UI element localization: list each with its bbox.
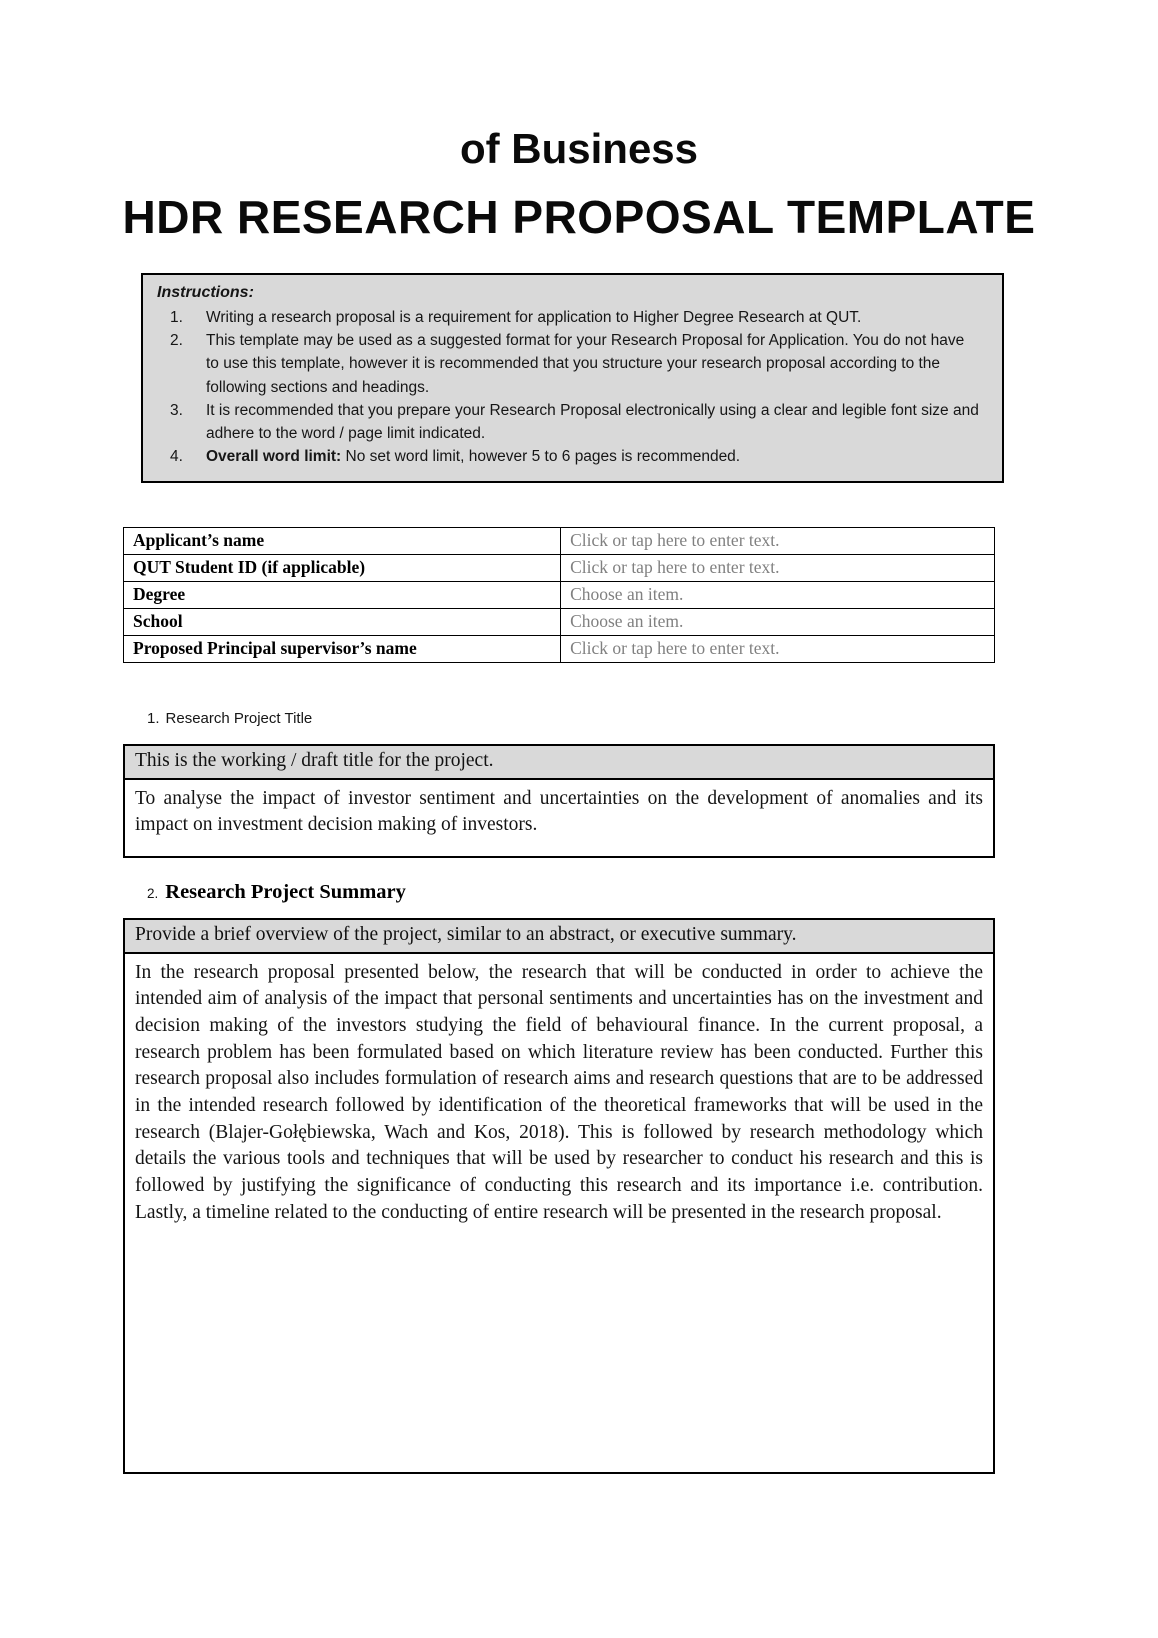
section-1-title: Research Project Title xyxy=(165,709,313,727)
table-row xyxy=(124,581,995,608)
page-title-line1: of Business xyxy=(459,125,699,172)
applicant-table xyxy=(123,527,995,663)
row-label-applicant-name: Applicant’s name xyxy=(124,527,561,554)
instruction-item xyxy=(157,399,988,446)
school-dropdown[interactable]: Choose an item. xyxy=(561,608,995,635)
instruction-item xyxy=(157,306,988,329)
instruction-number: 4. xyxy=(170,448,183,466)
table-row xyxy=(124,608,995,635)
instruction-text: This template may be used as a suggested format for your Research Proposal for Application. You do not have to use this template, however it is recommended that you structure your research proposal according to the following sections and headings. xyxy=(206,332,965,396)
project-summary-box xyxy=(123,918,995,1474)
section-2-number: 2. xyxy=(147,885,159,901)
instruction-number: 3. xyxy=(170,401,183,419)
row-label-school: School xyxy=(124,608,561,635)
section-2-title: Research Project Summary xyxy=(165,880,406,903)
table-row xyxy=(124,554,995,581)
instruction-text: It is recommended that you prepare your Research Proposal electronically using a clear and legible font size and adhere to the word / page limit indicated. xyxy=(206,401,979,443)
page-title-line2: HDR RESEARCH PROPOSAL TEMPLATE xyxy=(122,191,1036,244)
instructions-heading: Instructions: xyxy=(157,283,254,301)
project-title-box xyxy=(123,744,995,858)
instruction-number: 1. xyxy=(170,308,183,326)
instruction-text: Overall word limit: No set word limit, however 5 to 6 pages is recommended. xyxy=(206,448,741,466)
table-row xyxy=(124,635,995,662)
summary-answer[interactable]: In the research proposal presented below, the research that will be conducted in order to achieve the intended aim of analysis of the impact that personal sentiments and uncertainties has on the investment and decision making of the investors studying the field of behavioural finance. In the current proposal, a research problem has been formulated based on which literature review has been conducted. Further this research proposal also includes formulation of research aims and research questions that are to be addressed in the intended research followed by identification of the theoretical frameworks that will be used in the research (Blajer-Gołębiewska, Wach and Kos, 2018). This is followed by research methodology which details the various tools and techniques that will be used by researcher to conduct his research and this is followed by justifying the significance of conducting this research and its importance i.e. contribution. Lastly, a timeline related to the conducting of entire research will be presented in the research proposal. xyxy=(135,961,983,1223)
section-2-heading xyxy=(147,881,1158,904)
row-label-degree: Degree xyxy=(124,581,561,608)
supervisor-name-field[interactable]: Click or tap here to enter text. xyxy=(561,635,995,662)
instruction-item xyxy=(157,445,988,468)
row-label-supervisor-name: Proposed Principal supervisor’s name xyxy=(124,635,561,662)
project-title-answer[interactable]: To analyse the impact of investor sentiment and uncertainties on the development of anomalies and its impact on investment decision making of investors. xyxy=(135,787,983,836)
table-row xyxy=(124,527,995,554)
student-id-field[interactable]: Click or tap here to enter text. xyxy=(561,554,995,581)
instruction-number: 2. xyxy=(170,332,183,350)
applicant-name-field[interactable]: Click or tap here to enter text. xyxy=(561,527,995,554)
degree-dropdown[interactable]: Choose an item. xyxy=(561,581,995,608)
project-title-prompt: This is the working / draft title for the project. xyxy=(125,746,993,780)
section-1-heading xyxy=(147,710,1158,727)
row-label-student-id: QUT Student ID (if applicable) xyxy=(124,554,561,581)
instruction-item xyxy=(157,329,988,399)
summary-prompt: Provide a brief overview of the project, similar to an abstract, or executive summary. xyxy=(125,920,993,954)
instruction-text: Writing a research proposal is a requirement for application to Higher Degree Research at QUT. xyxy=(206,308,862,326)
section-1-number: 1. xyxy=(147,709,160,727)
instructions-box xyxy=(141,273,1004,483)
